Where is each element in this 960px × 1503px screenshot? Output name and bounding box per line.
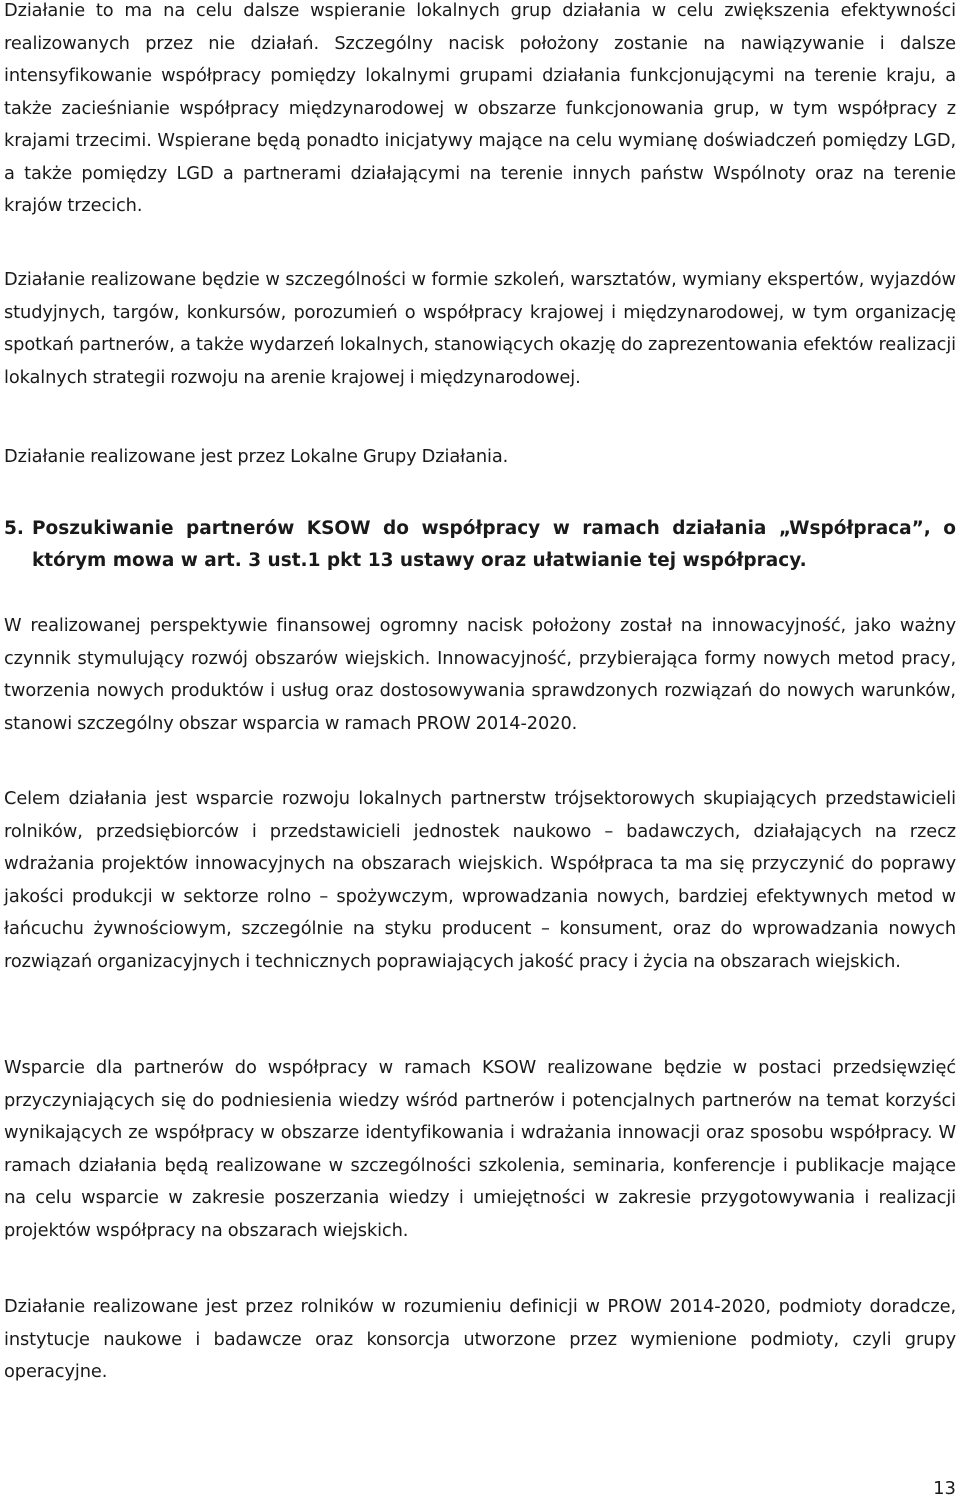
section-number: 5. xyxy=(4,518,24,539)
paragraph-implemented-by-farmers: Działanie realizowane jest przez rolników w rozumieniu definicji w PROW 2014-2020, podmioty doradcze, instytucje naukowe i badawcze oraz konsorcja utworzone przez wymienione podmioty, czyli grupy operacyjne. xyxy=(4,1296,956,1382)
page-number: 13 xyxy=(933,1478,956,1499)
paragraph-ksow-partner-support: Wsparcie dla partnerów do współpracy w ramach KSOW realizowane będzie w postaci przedsięwzięć przyczyniających się do podniesienia wiedzy wśród partnerów i potencjalnych partnerów na temat korzyści wynikających ze współpracy w obszarze identyfikowania i wdrażania innowacji oraz sposobu współpracy. W ramach działania będą realizowane w szczególności szkolenia, seminaria, konferencje i publikacje mające na celu wsparcie w zakresie poszerzania wiedzy i umiejętności w zakresie przygotowywania i realizacji projektów współpracy na obszarach wiejskich. xyxy=(4,1057,956,1241)
paragraph-goal-of-action: Celem działania jest wsparcie rozwoju lokalnych partnerstw trójsektorowych skupiających przedstawicieli rolników, przedsiębiorców i przedstawicieli jednostek naukowo – badawczych, działających na rzecz wdrażania projektów innowacyjnych na obszarach wiejskich. Współpraca ta ma się przyczynić do poprawy jakości produkcji w sektorze rolno – spożywczym, wprowadzania nowych, bardziej efektywnych metod w łańcuchu żywnościowym, szczególnie na styku producent – konsument, oraz do wprowadzania nowych rozwiązań organizacyjnych i technicznych poprawiających jakość pracy i życia na obszarach wiejskich. xyxy=(4,788,956,972)
paragraph-innovation: W realizowanej perspektywie finansowej ogromny nacisk położony został na innowacyjność, jako ważny czynnik stymulujący rozwój obszarów wiejskich. Innowacyjność, przybierająca formy nowych metod pracy, tworzenia nowych produktów i usług oraz dostosowywania sprawdzonych rozwiązań do nowych warunków, stanowi szczególny obszar wsparcia w ramach PROW 2014-2020. xyxy=(4,615,956,734)
section-title: Poszukiwanie partnerów KSOW do współpracy w ramach działania „Współpraca”, o którym mowa w art. 3 ust.1 pkt 13 ustawy oraz ułatwianie tej współpracy. xyxy=(32,518,956,571)
section-heading-5 xyxy=(4,513,956,577)
paragraph-lgd-cooperation: Działanie to ma na celu dalsze wspieranie lokalnych grup działania w celu zwiększenia efektywności realizowanych przez nie działań. Szczególny nacisk położony zostanie na nawiązywanie i dalsze intensyfikowanie współpracy pomiędzy lokalnymi grupami działania funkcjonującymi na terenie kraju, a także zacieśnianie współpracy międzynarodowej w obszarze funkcjonowania grup, w tym współpracy z krajami trzecimi. Wspierane będą ponadto inicjatywy mające na celu wymianę doświadczeń pomiędzy LGD, a także pomiędzy LGD a partnerami działającymi na terenie innych państw Wspólnoty oraz na terenie krajów trzecich. xyxy=(4,0,956,216)
paragraph-implemented-by-lgd: Działanie realizowane jest przez Lokalne Grupy Działania. xyxy=(4,446,509,467)
paragraph-forms-of-action: Działanie realizowane będzie w szczególności w formie szkoleń, warsztatów, wymiany ekspertów, wyjazdów studyjnych, targów, konkursów, porozumień o współpracy krajowej i międzynarodowej, w tym organizację spotkań partnerów, a także wydarzeń lokalnych, stanowiących okazję do zaprezentowania efektów realizacji lokalnych strategii rozwoju na arenie krajowej i międzynarodowej. xyxy=(4,269,956,388)
